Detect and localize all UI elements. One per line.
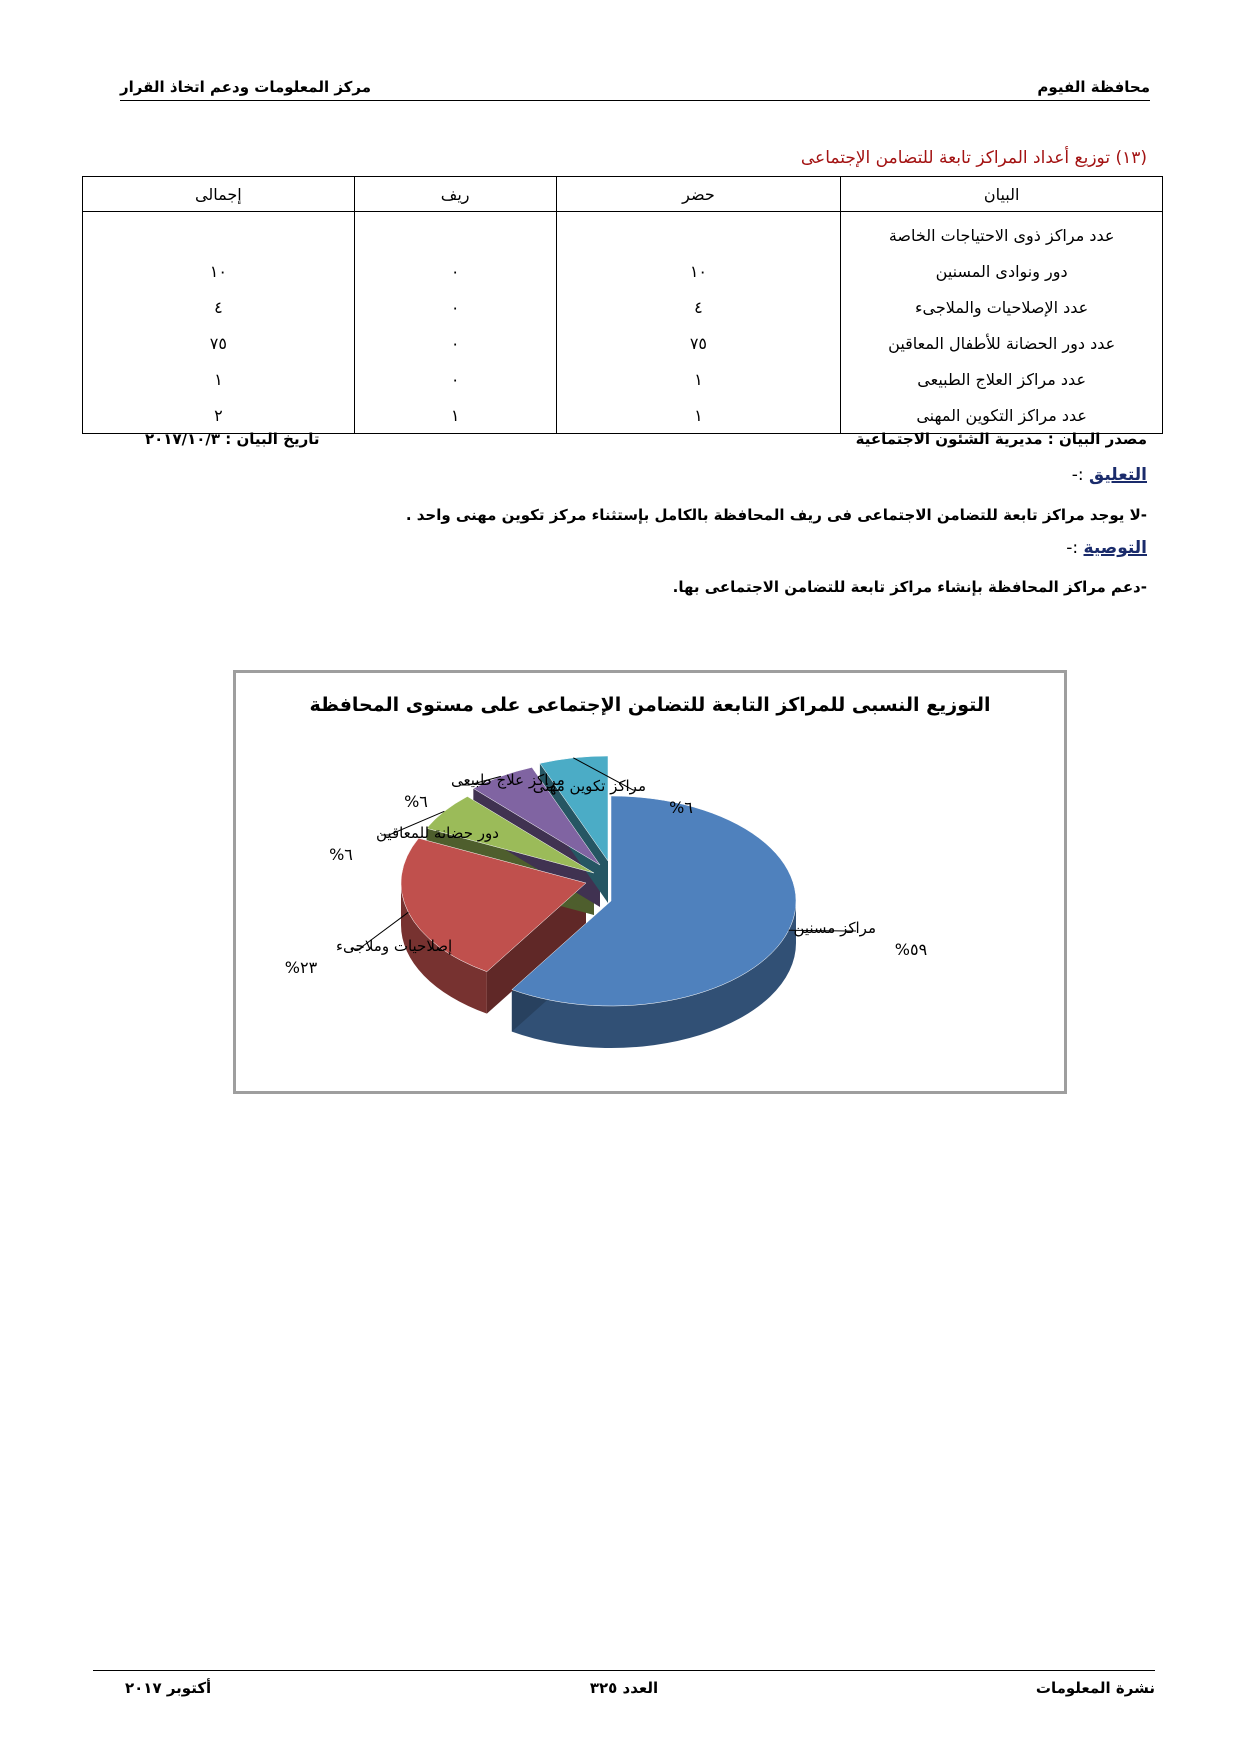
table-row	[83, 325, 1163, 361]
row-label: عدد مراكز العلاج الطبيعى	[841, 361, 1163, 397]
cell-urban: ١	[556, 397, 841, 434]
recommendation-heading-suffix: :-	[1066, 538, 1079, 558]
cell-urban: ١٠	[556, 253, 841, 289]
comment-heading-line	[1072, 465, 1147, 485]
cell-rural: ١	[354, 397, 556, 434]
row-label: عدد الإصلاحيات والملاجىء	[841, 289, 1163, 325]
comment-heading: التعليق	[1089, 465, 1147, 485]
cell-total	[83, 212, 355, 254]
data-source: مصدر البيان : مديرية الشئون الاجتماعية	[855, 430, 1147, 448]
cell-total: ٤	[83, 289, 355, 325]
slice-value-label: %٢٣	[284, 958, 318, 977]
page-header	[120, 78, 1150, 101]
header-cell: حضر	[556, 177, 841, 212]
comment-heading-suffix: :-	[1071, 465, 1084, 485]
cell-total: ١٠	[83, 253, 355, 289]
slice-value-label: %٥٩	[894, 940, 928, 959]
issue-number: العدد ٣٢٥	[589, 1679, 659, 1697]
row-label: عدد مراكز التكوين المهنى	[841, 397, 1163, 434]
slice-label: مراكز مسنين	[793, 919, 876, 937]
cell-urban: ٤	[556, 289, 841, 325]
cell-rural: ٠	[354, 361, 556, 397]
slice-label: إصلاحيات وملاجىء	[336, 937, 453, 955]
cell-rural: ٠	[354, 253, 556, 289]
recommendation-heading: التوصية	[1083, 538, 1147, 558]
slice-value-label: %٦	[404, 792, 428, 811]
header-cell: إجمالى	[83, 177, 355, 212]
cell-total: ٧٥	[83, 325, 355, 361]
cell-total: ٢	[83, 397, 355, 434]
table-title: (١٣) توزيع أعداد المراكز تابعة للتضامن الإجتماعى	[800, 148, 1147, 168]
cell-urban: ١	[556, 361, 841, 397]
bulletin-name: نشرة المعلومات	[1035, 1679, 1155, 1697]
chart-title: التوزيع النسبى للمراكز التابعة للتضامن الإجتماعى على مستوى المحافظة	[309, 694, 991, 716]
pie-chart	[236, 673, 1064, 1091]
row-label: عدد دور الحضانة للأطفال المعاقين	[841, 325, 1163, 361]
slice-label: دور حضانة للمعاقين	[376, 824, 499, 842]
table-row	[83, 397, 1163, 434]
table-row	[83, 253, 1163, 289]
cell-urban	[556, 212, 841, 254]
page-footer	[93, 1670, 1155, 1697]
slice-label: مراكز علاج طبيعى	[451, 771, 565, 789]
table-row	[83, 289, 1163, 325]
recommendation-text: -دعم مراكز المحافظة بإنشاء مراكز تابعة للتضامن الاجتماعى بها.	[672, 578, 1147, 596]
header-cell: البيان	[841, 177, 1163, 212]
data-date: تاريخ البيان : ٢٠١٧/١٠/٣	[145, 430, 320, 448]
table-row	[83, 212, 1163, 254]
cell-total: ١	[83, 361, 355, 397]
slice-value-label: %٦	[329, 845, 353, 864]
cell-rural	[354, 212, 556, 254]
comment-text: -لا يوجد مراكز تابعة للتضامن الاجتماعى فى ريف المحافظة بالكامل بإستثناء مركز تكوين مهنى واحد .	[405, 506, 1147, 524]
pie-chart-frame	[233, 670, 1067, 1094]
centers-table	[82, 176, 1163, 434]
cell-urban: ٧٥	[556, 325, 841, 361]
row-label: دور ونوادى المسنين	[841, 253, 1163, 289]
slice-label: مراكز تكوين مهنى	[532, 777, 646, 795]
governorate-name: محافظة الفيوم	[1037, 78, 1150, 96]
row-label: عدد مراكز ذوى الاحتياجات الخاصة	[841, 212, 1163, 254]
recommendation-heading-line	[1066, 538, 1147, 558]
header-cell: ريف	[354, 177, 556, 212]
slice-value-label: %٦	[669, 798, 693, 817]
issue-date: أكتوبر ٢٠١٧	[125, 1679, 212, 1697]
table-row	[83, 361, 1163, 397]
cell-rural: ٠	[354, 289, 556, 325]
cell-rural: ٠	[354, 325, 556, 361]
center-name: مركز المعلومات ودعم اتخاذ القرار	[120, 78, 372, 96]
table-header-row	[83, 177, 1163, 212]
